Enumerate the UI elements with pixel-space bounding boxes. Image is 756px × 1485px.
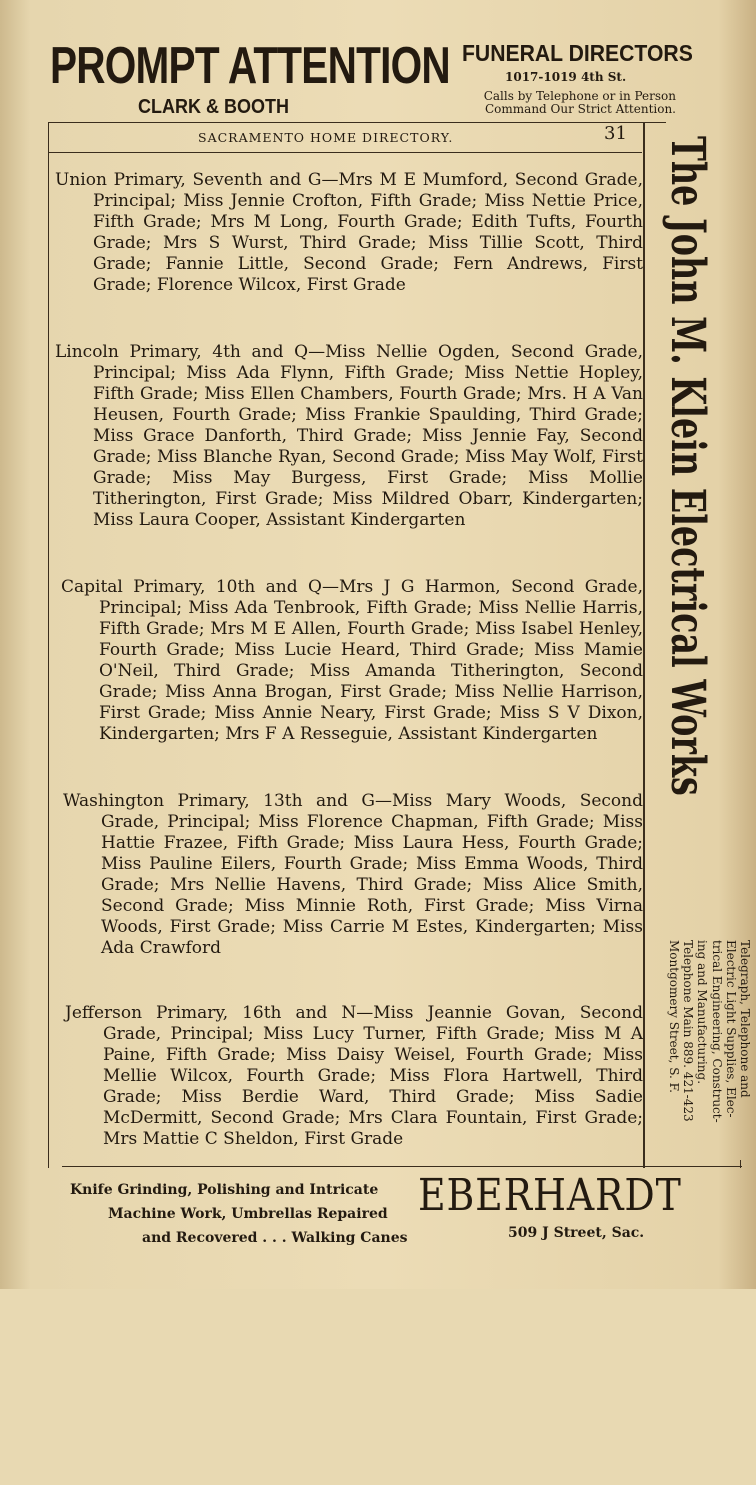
entry-capital-primary: Capital Primary, 10th and Q—Mrs J G Harmon, Second Grade, Principal; Miss Ada Tenbrook, Fifth Grade; Miss Nellie Harris, Fifth Grade; Mrs M E Allen, Fourth Grade; Miss Isabel Henley, Fourth Grade; Miss Lucie Heard, Third Grade; Miss Mamie O'Neil, Third Grade; Miss Amanda Titherington, Second Grade; Miss Anna Brogan, First Grade; Miss Nellie Harrison, First Grade; Miss Annie Neary, First Grade; Miss S V Dixon, Kindergarten; Mrs F A Resseguie, Assistant Kindergarten (61, 577, 643, 744)
side-ad-line: Telegraph, Telephone and (738, 940, 752, 1098)
entry-washington-primary: Washington Primary, 13th and G—Miss Mary Woods, Second Grade, Principal; Miss Florence Chapman, Fifth Grade; Miss Hattie Frazee, Fifth Grade; Miss Laura Hess, Fourth Grade; Miss Pauline Eilers, Fourth Grade; Miss Emma Woods, Third Grade; Mrs Nellie Havens, Third Grade; Miss Alice Smith, Second Grade; Miss Minnie Roth, First Grade; Miss Virna Woods, First Grade; Miss Carrie M Estes, Kindergarten; Miss Ada Crawford (63, 791, 643, 958)
footer-ad-line: Machine Work, Umbrellas Repaired (108, 1206, 388, 1222)
ad-clark-booth-subtitle: CLARK & BOOTH (138, 96, 289, 118)
page-number: 31 (604, 123, 627, 144)
column-divider-rule (643, 122, 645, 1168)
side-ad-line: Electric Light Supplies, Elec- (723, 940, 738, 1118)
entry-jefferson-primary: Jefferson Primary, 16th and N—Miss Jeannie Govan, Second Grade, Principal; Miss Lucy Turner, Fifth Grade; Miss M A Paine, Fifth Grade; Miss Daisy Weisel, Fourth Grade; Miss Mellie Wilcox, Fourth Grade; Miss Flora Hartwell, Third Grade; Miss Berdie Ward, Third Grade; Miss Sadie McDermitt, Second Grade; Mrs Clara Fountain, First Grade; Mrs Mattie C Sheldon, First Grade (65, 1003, 643, 1149)
ad-funeral-note: Calls by Telephone or in Person Command Our Strict Attention. (483, 89, 676, 116)
side-ad-line: Montgomery Street, S. F. (666, 940, 681, 1093)
footer-ad-services (70, 1178, 408, 1250)
header-top-rule (48, 122, 666, 123)
running-head: SACRAMENTO HOME DIRECTORY. (198, 130, 454, 145)
side-ad-line: Telephone Main 889. 421-423 (681, 940, 696, 1122)
ad-prompt-attention-title: PROMPT ATTENTION (50, 37, 450, 95)
left-frame-rule (48, 122, 49, 1168)
directory-entries (55, 170, 643, 1196)
footer-ad-line: and Recovered . . . Walking Canes (142, 1230, 408, 1246)
side-ad-line: ing and Manufacturing. (695, 940, 710, 1085)
entry-union-primary: Union Primary, Seventh and G—Mrs M E Mumford, Second Grade, Principal; Miss Jennie Crofton, Fifth Grade; Miss Nettie Price, Fifth Grade; Mrs M Long, Fourth Grade; Edith Tufts, Fourth Grade; Mrs S Wurst, Third Grade; Miss Tillie Scott, Third Grade; Fannie Little, Second Grade; Fern Andrews, First Grade; Florence Wilcox, First Grade (55, 170, 643, 295)
entry-lincoln-primary: Lincoln Primary, 4th and Q—Miss Nellie Ogden, Second Grade, Principal; Miss Ada Flynn, Fifth Grade; Miss Nettie Hopley, Fifth Grade; Miss Ellen Chambers, Fourth Grade; Mrs. H A Van Heusen, Fourth Grade; Miss Frankie Spaulding, Third Grade; Miss Grace Danforth, Third Grade; Miss Jennie Fay, Second Grade; Miss Blanche Ryan, Second Grade; Miss May Wolf, First Grade; Miss May Burgess, First Grade; Miss Mollie Titherington, First Grade; Miss Mildred Obarr, Kindergarten; Miss Laura Cooper, Assistant Kindergarten (55, 342, 643, 530)
ad-funeral-directors-title: FUNERAL DIRECTORS (462, 40, 693, 66)
side-ad-line: trical Engineering, Construct- (709, 940, 724, 1123)
footer-ad-line: Knife Grinding, Polishing and Intricate (70, 1182, 379, 1198)
side-ad-klein-electrical-title: The John M. Klein Electrical Works (660, 136, 715, 796)
ad-funeral-address: 1017-1019 4th St. (505, 70, 627, 84)
footer-ad-address: 509 J Street, Sac. (508, 1225, 645, 1241)
footer-ad-eberhardt-title: EBERHARDT (418, 1170, 682, 1221)
header-bottom-rule (48, 152, 642, 153)
